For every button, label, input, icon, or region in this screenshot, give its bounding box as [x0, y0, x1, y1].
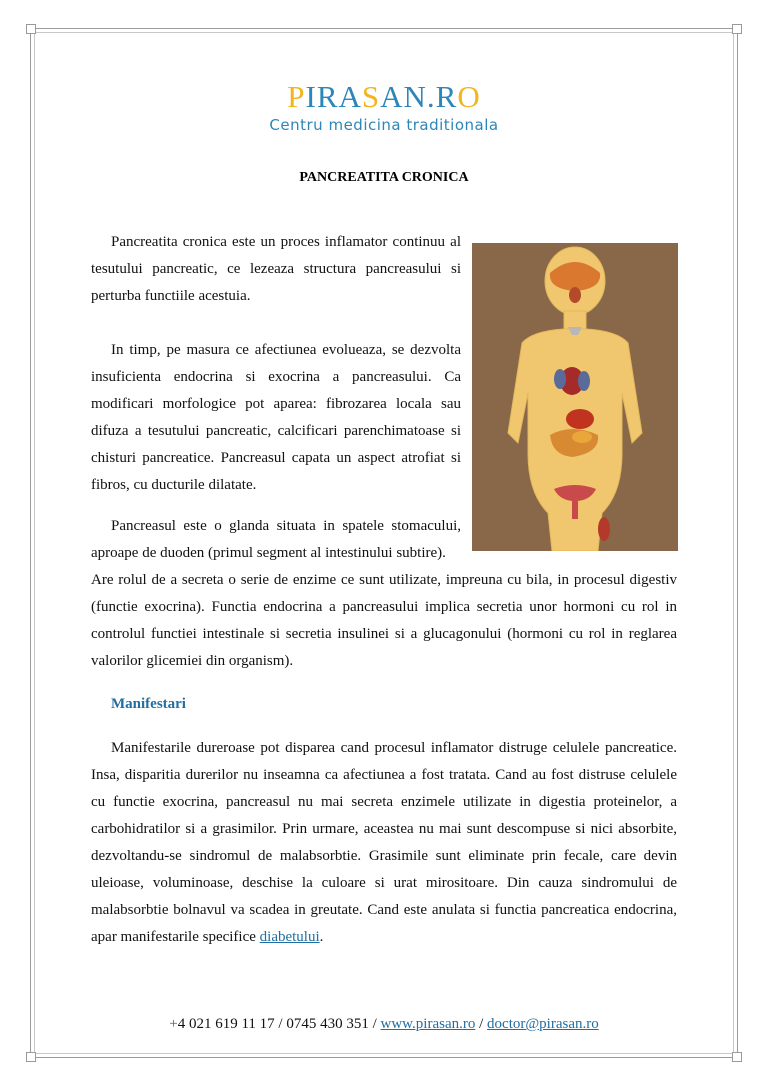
footer-email-link[interactable]: doctor@pirasan.ro: [487, 1016, 599, 1032]
paragraph-intro: Pancreatita cronica este un proces inflamator continuu al tesutului pancreatic, ce lezeaza structura pancreasului si perturba functiile acestuia.: [91, 234, 461, 304]
paragraph-function: Are rolul de a secreta o serie de enzime ce sunt utilizate, impreuna cu bila, in procesul digestiv (functie exocrina). Functia endocrina a pancreasului implica secretia unor hormoni cu rol in controlul functiei intestinale si secretia insulinei si a glucagonului (hormoni cu rol in reglarea valorilor glicemiei din organism).: [91, 572, 677, 669]
border-corner-ornament: [732, 24, 742, 34]
border-corner-ornament: [26, 1052, 36, 1062]
logo-letter: S: [361, 79, 381, 114]
document-title: PANCREATITA CRONICA: [299, 170, 469, 185]
border-corner-ornament: [26, 24, 36, 34]
site-tagline: Centru medicina traditionala: [269, 116, 499, 134]
paragraph-manifestari: [91, 735, 677, 951]
paragraph-location: Pancreasul este o glanda situata in spatele stomacului, aproape de duoden (primul segment al intestinului subtire).: [91, 518, 461, 561]
logo-letter: P: [287, 79, 306, 114]
logo-letter: O: [457, 79, 481, 114]
footer-website-link[interactable]: www.pirasan.ro: [380, 1016, 476, 1032]
paragraph-manifestari-text: Manifestarile dureroase pot disparea cand procesul inflamator distruge celulele pancreatice. Insa, disparitia durerilor nu inseamna ca afectiunea a fost tratata. Cand au fost distruse celulele cu functie exocrina, pancreasul nu mai secreta enzimele utilizate in digestia proteinelor, a carbohidratilor si a grasimilor. Prin urmare, aceastea nu mai sunt descompuse si nici absorbite, dezvoltandu-se sindromul de malabsorbtie. Grasimile sunt eliminate prin fecale, care devin uleioase, voluminoase, deschise la culoare si urat mirositoare. Din cauza sindromului de malabsorbtie bolnavul va scadea in greutate. Cand este anulata si functia pancreatica endocrina, apar manifestarile specifice: [91, 740, 677, 945]
human-body-organs-illustration: [472, 243, 678, 551]
border-corner-ornament: [732, 1052, 742, 1062]
paragraph-end-punct: .: [319, 929, 324, 945]
footer-separator: /: [475, 1016, 488, 1032]
footer-phones: 4 021 619 11 17 / 0745 430 351 /: [177, 1016, 381, 1032]
diabetes-link[interactable]: diabetului: [259, 929, 320, 945]
site-logo: [0, 80, 768, 114]
section-heading-manifestari: Manifestari: [111, 696, 186, 712]
page-footer: [0, 1016, 768, 1033]
logo-letter: IRA: [305, 79, 362, 114]
footer-plus: +: [169, 1016, 178, 1032]
paragraph-evolution: In timp, pe masura ce afectiunea evolueaza, se dezvolta insuficienta endocrina si exocrina a pancreasului. Ca modificari morfologice pot aparea: fibrozarea locala sau difuza a tesutului pancreatic, calcificari parenchimatoase si chisturi pancreatice. Pancreasul capata un aspect atrofiat si fibros, cu ducturile dilatate.: [91, 342, 461, 493]
logo-letter: AN.R: [380, 79, 458, 114]
